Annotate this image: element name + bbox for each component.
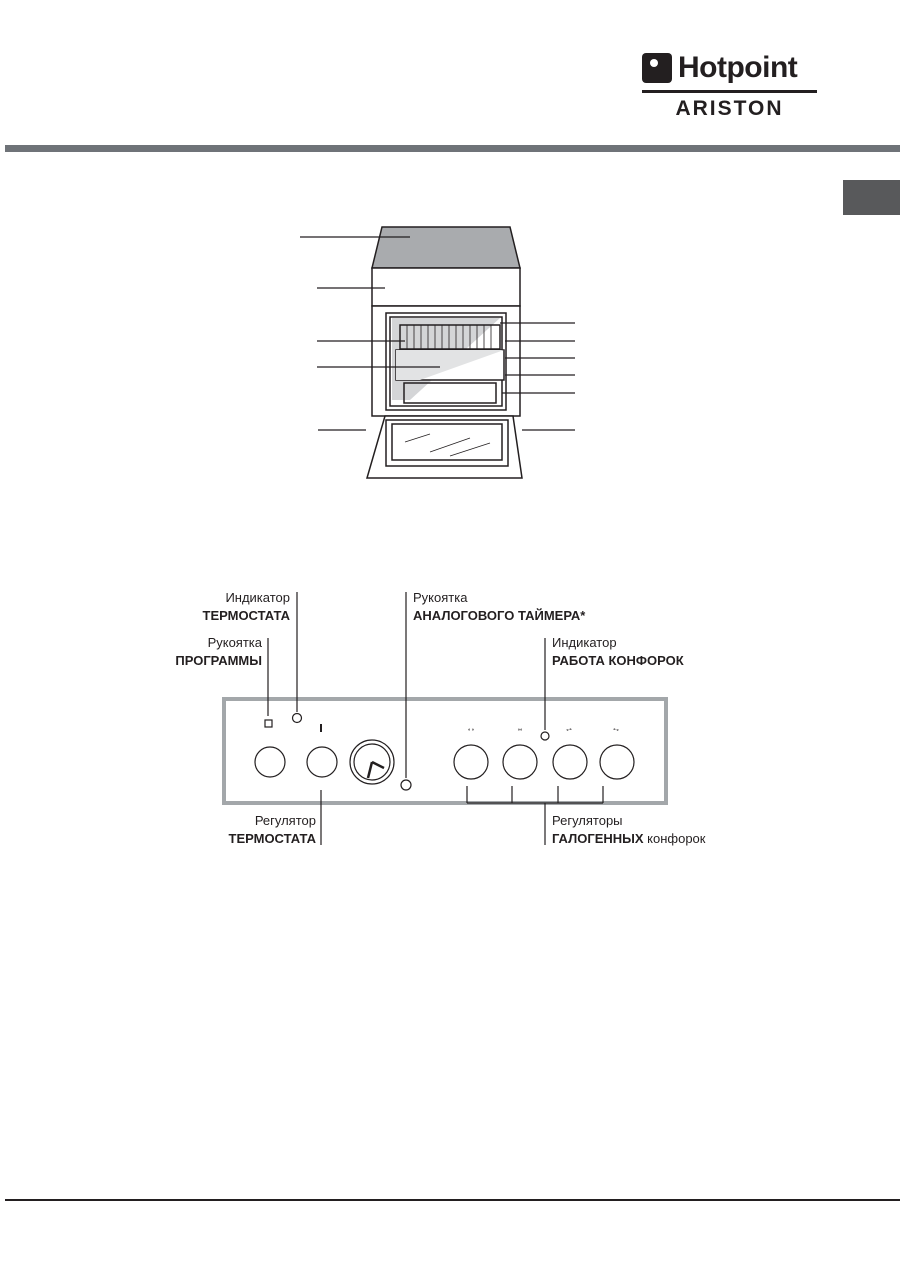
label-line: Регулятор	[254, 813, 316, 828]
label-line: Рукоятка	[413, 590, 468, 605]
panel-frame	[224, 699, 666, 803]
label-bold: ГАЛОГЕННЫХ	[552, 831, 644, 846]
label-line: Рукоятка	[207, 635, 262, 650]
label-line: Индикатор	[225, 590, 290, 605]
footer-rule	[5, 1199, 900, 1201]
timer-knob-label	[413, 589, 585, 625]
thermostat-regulator-label	[229, 812, 317, 848]
label-bold: ТЕРМОСТАТА	[202, 608, 290, 623]
hob-indicator-label	[552, 634, 684, 670]
hob-top	[372, 227, 520, 268]
control-panel-front	[372, 268, 520, 306]
label-suffix: конфорок	[643, 831, 706, 846]
label-line: Индикатор	[552, 635, 617, 650]
oven-diagram	[0, 0, 900, 500]
svg-text:◑◐: ◑◐	[517, 727, 524, 733]
label-bold: АНАЛОГОВОГО ТАЙМЕРА*	[413, 608, 586, 623]
svg-text:◓◒: ◓◒	[613, 727, 620, 733]
label-line: Регуляторы	[552, 813, 623, 828]
brand-name: Hotpoint	[678, 51, 798, 84]
svg-text:◐◑: ◐◑	[468, 727, 475, 733]
brand-sub: ARISTON	[675, 97, 784, 120]
thermostat-indicator-label	[203, 589, 291, 625]
program-knob-label	[175, 634, 262, 670]
label-bold: ПРОГРАММЫ	[175, 653, 262, 668]
label-bold: ТЕРМОСТАТА	[228, 831, 316, 846]
halogen-regulators-label	[552, 812, 705, 848]
label-bold: РАБОТА КОНФОРОК	[552, 653, 684, 668]
svg-text:◒◓: ◒◓	[566, 727, 573, 733]
